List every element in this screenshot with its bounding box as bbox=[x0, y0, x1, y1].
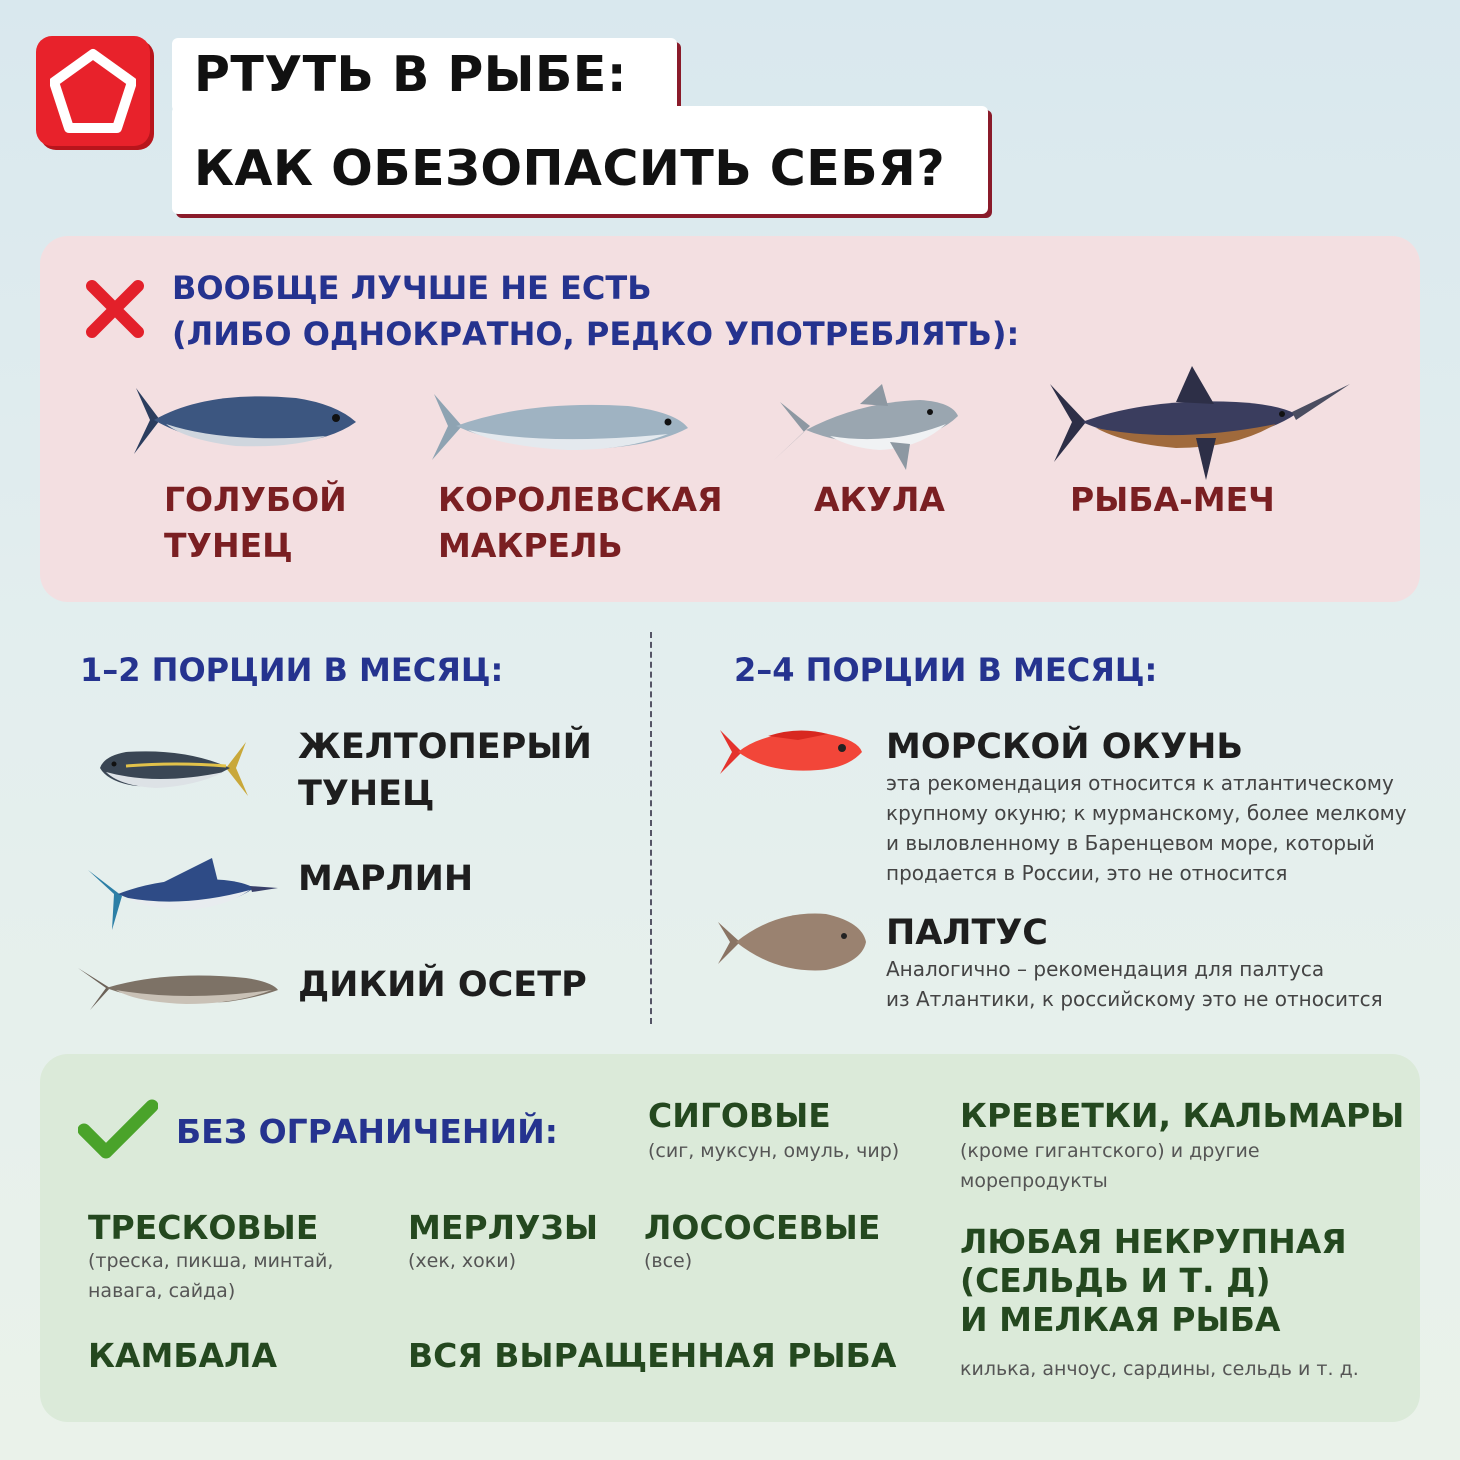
small-fish-line2: (СЕЛЬДЬ И Т. Д) bbox=[960, 1261, 1271, 1300]
avoid-heading-line1: ВООБЩЕ ЛУЧШЕ НЕ ЕСТЬ bbox=[172, 269, 652, 307]
king-mackerel-image bbox=[428, 388, 692, 464]
sturgeon-image bbox=[76, 962, 280, 1014]
avoid-fish-label-1 bbox=[164, 477, 347, 569]
small-fish-line3: И МЕЛКАЯ РЫБА bbox=[960, 1300, 1281, 1339]
seafood-desc bbox=[960, 1136, 1260, 1196]
yellowfin-tuna-image bbox=[96, 738, 252, 800]
yellowfin-line1: ЖЕЛТОПЕРЫЙ bbox=[298, 727, 592, 767]
cross-icon bbox=[84, 280, 146, 338]
halibut-desc bbox=[886, 954, 1383, 1014]
cod-desc-2: навага, сайда) bbox=[88, 1280, 236, 1302]
ocean-perch-image bbox=[718, 726, 864, 778]
monthly-1-2-item-2: МАРЛИН bbox=[298, 859, 474, 899]
ocean-perch-desc-2: крупному окуню; к мурманскому, более мелкому bbox=[886, 801, 1407, 825]
halibut-name: ПАЛТУС bbox=[886, 913, 1048, 953]
farmed-fish-name: ВСЯ ВЫРАЩЕННАЯ РЫБА bbox=[408, 1336, 897, 1375]
halibut-image bbox=[716, 908, 868, 976]
avoid-fish-label-4: РЫБА-МЕЧ bbox=[1070, 480, 1275, 519]
page-title-line1: РТУТЬ В РЫБЕ: bbox=[172, 38, 677, 112]
whitefish-desc: (сиг, муксун, омуль, чир) bbox=[648, 1140, 900, 1162]
avoid-fish-label-2 bbox=[438, 477, 723, 569]
ocean-perch-name: МОРСКОЙ ОКУНЬ bbox=[886, 727, 1244, 767]
flounder-name: КАМБАЛА bbox=[88, 1336, 277, 1375]
salmon-desc: (все) bbox=[644, 1250, 693, 1272]
salmon-name: ЛОСОСЕВЫЕ bbox=[644, 1208, 881, 1247]
ocean-perch-desc-3: и выловленному в Баренцевом море, который bbox=[886, 831, 1375, 855]
avoid-fish-label-3: АКУЛА bbox=[814, 480, 945, 519]
check-icon bbox=[78, 1098, 158, 1162]
marlin-image bbox=[84, 850, 278, 932]
shark-image bbox=[770, 382, 960, 474]
cod-name: ТРЕСКОВЫЕ bbox=[88, 1208, 319, 1247]
cod-desc-1: (треска, пикша, минтай, bbox=[88, 1250, 334, 1272]
monthly-2-4-heading: 2–4 ПОРЦИИ В МЕСЯЦ: bbox=[734, 651, 1158, 689]
avoid-fish-1-line2: ТУНЕЦ bbox=[164, 526, 293, 565]
seafood-name: КРЕВЕТКИ, КАЛЬМАРЫ bbox=[960, 1096, 1405, 1135]
hake-desc: (хек, хоки) bbox=[408, 1250, 517, 1272]
cod-desc bbox=[88, 1246, 333, 1306]
bluefin-tuna-image bbox=[126, 380, 360, 460]
pentagon-logo-icon bbox=[50, 48, 136, 134]
swordfish-image bbox=[1046, 362, 1352, 486]
small-fish-name bbox=[960, 1222, 1347, 1339]
brand-logo bbox=[36, 36, 150, 146]
monthly-1-2-item-1 bbox=[298, 724, 592, 818]
avoid-heading-line2: (ЛИБО ОДНОКРАТНО, РЕДКО УПОТРЕБЛЯТЬ): bbox=[172, 315, 1020, 353]
hake-name: МЕРЛУЗЫ bbox=[408, 1208, 599, 1247]
seafood-desc-1: (кроме гигантского) и другие bbox=[960, 1140, 1260, 1162]
ocean-perch-desc bbox=[886, 768, 1407, 888]
ocean-perch-desc-1: эта рекомендация относится к атлантическому bbox=[886, 771, 1394, 795]
avoid-fish-1-line1: ГОЛУБОЙ bbox=[164, 480, 347, 519]
monthly-1-2-heading: 1–2 ПОРЦИИ В МЕСЯЦ: bbox=[80, 651, 504, 689]
whitefish-name: СИГОВЫЕ bbox=[648, 1096, 831, 1135]
small-fish-line1: ЛЮБАЯ НЕКРУПНАЯ bbox=[960, 1222, 1347, 1261]
monthly-1-2-item-3: ДИКИЙ ОСЕТР bbox=[298, 965, 587, 1005]
ocean-perch-desc-4: продается в России, это не относится bbox=[886, 861, 1288, 885]
avoid-fish-2-line2: МАКРЕЛЬ bbox=[438, 526, 623, 565]
halibut-desc-2: из Атлантики, к российскому это не относится bbox=[886, 987, 1383, 1011]
page-title-line2: КАК ОБЕЗОПАСИТЬ СЕБЯ? bbox=[172, 106, 988, 214]
yellowfin-line2: ТУНЕЦ bbox=[298, 774, 435, 814]
small-fish-desc: килька, анчоус, сардины, сельдь и т. д. bbox=[960, 1358, 1359, 1380]
seafood-desc-2: морепродукты bbox=[960, 1170, 1108, 1192]
avoid-fish-2-line1: КОРОЛЕВСКАЯ bbox=[438, 480, 723, 519]
unlimited-heading: БЕЗ ОГРАНИЧЕНИЙ: bbox=[176, 1112, 558, 1151]
section-divider bbox=[650, 632, 652, 1024]
halibut-desc-1: Аналогично – рекомендация для палтуса bbox=[886, 957, 1325, 981]
